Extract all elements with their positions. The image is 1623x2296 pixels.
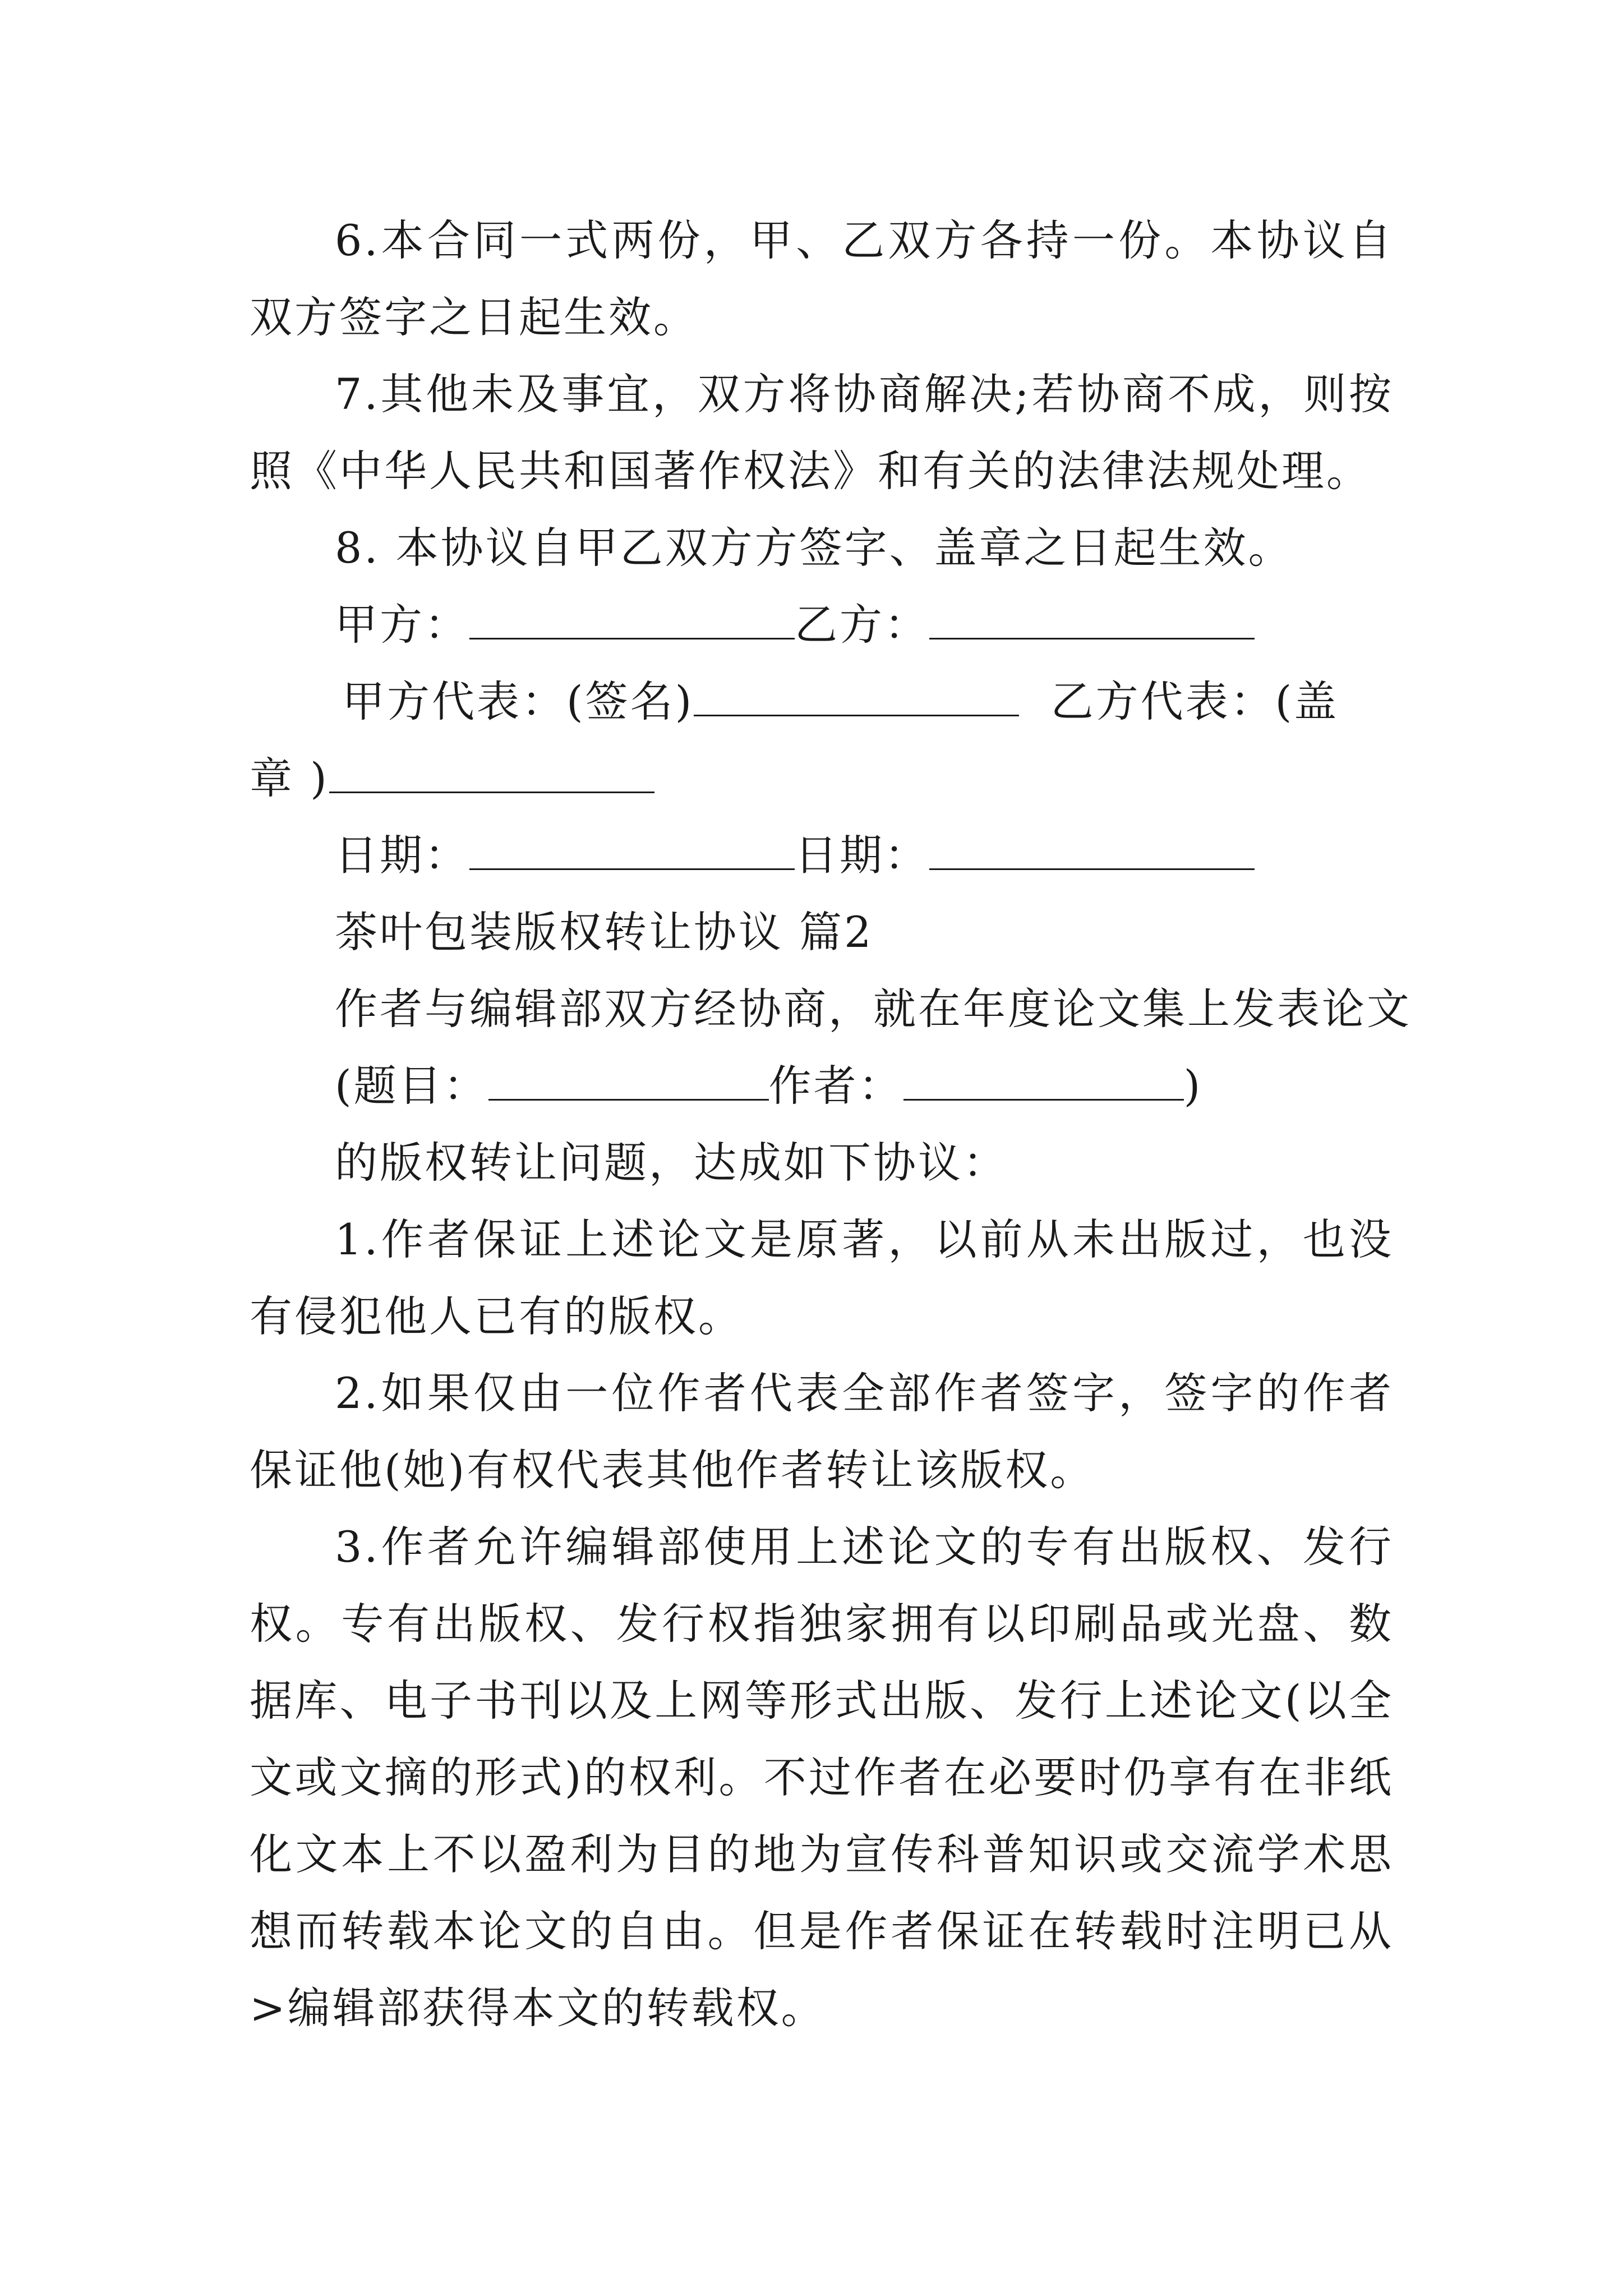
rep-a-label: 甲方代表：(签名): [342, 677, 694, 726]
date-b-label: 日期：: [795, 830, 929, 880]
section2-title: 茶叶包装版权转让协议 篇2: [335, 907, 874, 957]
representative-line-cont: [250, 740, 1394, 817]
date-a-label: 日期：: [335, 830, 469, 880]
fields-close: ): [1183, 1061, 1203, 1111]
rep-b-blank: [329, 759, 654, 793]
section2-lead: 的版权转让问题，达成如下协议：: [335, 1138, 1008, 1188]
party-a-blank: [469, 605, 795, 639]
title-blank: [488, 1066, 769, 1101]
section2-clause-3: 3.作者允许编辑部使用上述论文的专有出版权、发行权。专有出版权、发行权指独家拥有以印刷品或光盘、数据库、电子书刊以及上网等形式出版、发行上述论文(以全文或文摘的形式)的权利。不过作者在必要时仍享有在非纸化文本上不以盈利为目的地为宣传科普知识或交流学术思想而转载本论文的自由。但是作者保证在转载时注明已从>编辑部获得本文的转载权。: [250, 1522, 1394, 2033]
title-field-label: (题目：: [335, 1061, 488, 1111]
date-line: [250, 817, 1394, 894]
section2-clause-1: 1.作者保证上述论文是原著，以前从未出版过，也没有侵犯他人已有的版权。: [250, 1214, 1394, 1341]
party-a-label: 甲方：: [335, 600, 469, 650]
representative-line: [250, 663, 1394, 740]
section2-intro: 作者与编辑部双方经协商，就在年度论文集上发表论文: [335, 984, 1412, 1034]
section2-fields: [250, 1047, 1394, 1124]
rep-b-label-cont: 章 ): [250, 753, 329, 803]
date-a-blank: [469, 836, 795, 870]
party-b-label: 乙方：: [795, 600, 929, 650]
clause-7: 7.其他未及事宜，双方将协商解决;若协商不成，则按照《中华人民共和国著作权法》和有关的法律法规处理。: [250, 369, 1394, 496]
date-b-blank: [929, 836, 1255, 870]
document-body: [250, 202, 1412, 2046]
author-field-label: 作者：: [768, 1061, 903, 1111]
rep-b-label: 乙方代表：(盖: [1050, 677, 1339, 726]
author-blank: [903, 1066, 1184, 1101]
clause-6: 6.本合同一式两份，甲、乙双方各持一份。本协议自双方签字之日起生效。: [250, 215, 1394, 342]
party-b-blank: [929, 605, 1255, 639]
section2-clause-2: 2.如果仅由一位作者代表全部作者签字，签字的作者保证他(她)有权代表其他作者转让该版权。: [250, 1368, 1394, 1495]
party-line: [250, 586, 1394, 663]
clause-8: 8. 本协议自甲乙双方方签字、盖章之日起生效。: [335, 523, 1293, 573]
rep-a-blank: [694, 682, 1019, 716]
